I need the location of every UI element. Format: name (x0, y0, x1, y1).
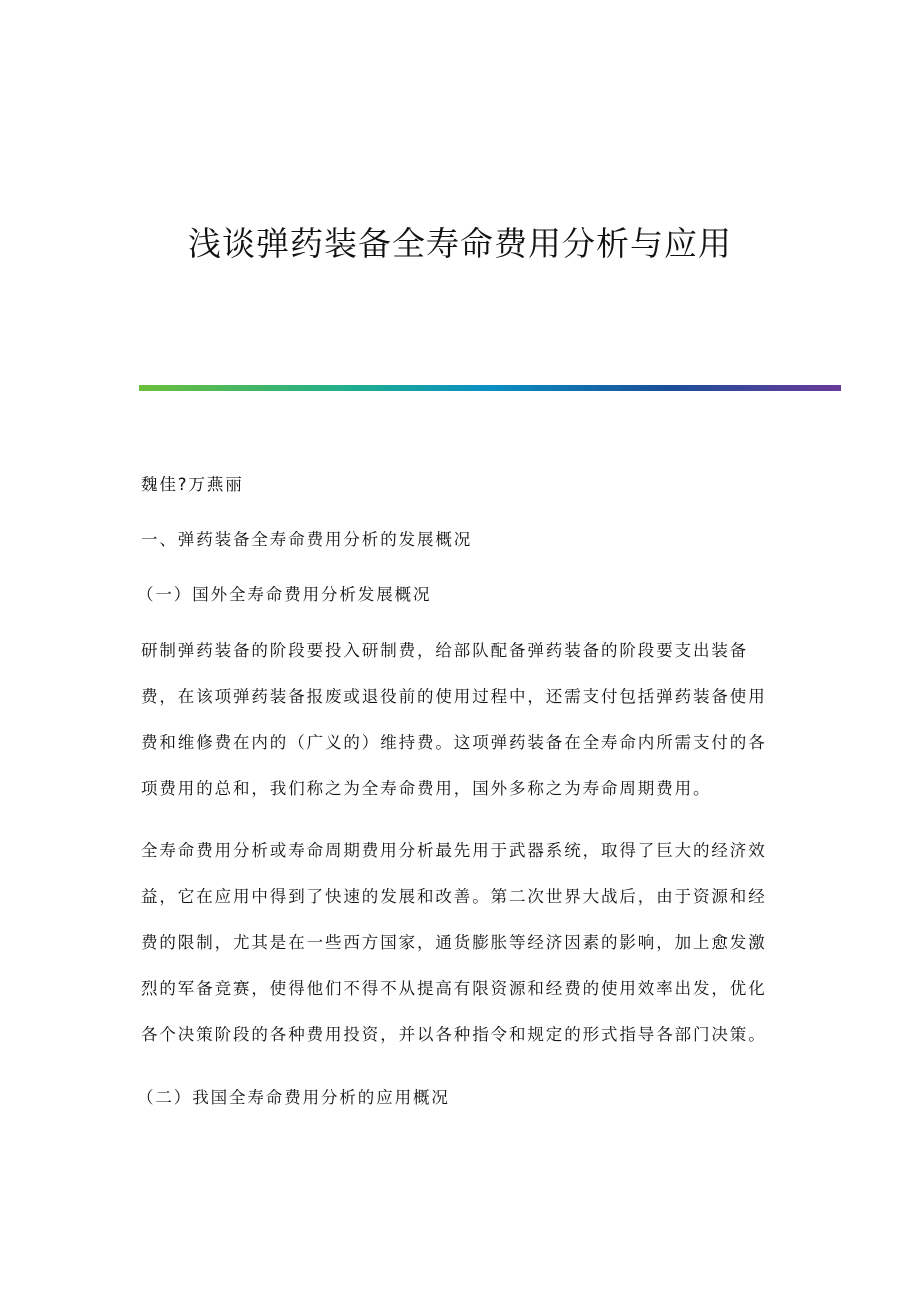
paragraph-line: 各个决策阶段的各种费用投资，并以各种指令和规定的形式指导各部门决策。 (141, 1025, 767, 1044)
document-title: 浅谈弹药装备全寿命费用分析与应用 (188, 224, 732, 263)
paragraph-line: 项费用的总和，我们称之为全寿命费用，国外多称之为寿命周期费用。 (141, 779, 712, 798)
paragraph-line: 研制弹药装备的阶段要投入研制费，给部队配备弹药装备的阶段要支出装备 (141, 641, 749, 660)
subsection-heading: （一）国外全寿命费用分析发展概况 (137, 585, 432, 604)
paragraph-line: 烈的军备竞赛，使得他们不得不从提高有限资源和经费的使用效率出发，优化 (141, 979, 767, 998)
paragraph-line: 费，在该项弹药装备报废或退役前的使用过程中，还需支付包括弹药装备使用 (141, 687, 767, 706)
subsection-heading: （二）我国全寿命费用分析的应用概况 (137, 1088, 450, 1107)
paragraph-line: 全寿命费用分析或寿命周期费用分析最先用于武器系统，取得了巨大的经济效 (141, 841, 767, 860)
section-heading: 一、弹药装备全寿命费用分析的发展概况 (141, 530, 473, 549)
paragraph-line: 益，它在应用中得到了快速的发展和改善。第二次世界大战后，由于资源和经 (141, 887, 767, 906)
paragraph-line: 费和维修费在内的（广义的）维持费。这项弹药装备在全寿命内所需支付的各 (141, 733, 767, 752)
paragraph-line: 费的限制，尤其是在一些西方国家，通货膨胀等经济因素的影响，加上愈发激 (141, 933, 767, 952)
authors: 魏佳?万燕丽 (141, 475, 244, 494)
title-divider (139, 385, 841, 391)
